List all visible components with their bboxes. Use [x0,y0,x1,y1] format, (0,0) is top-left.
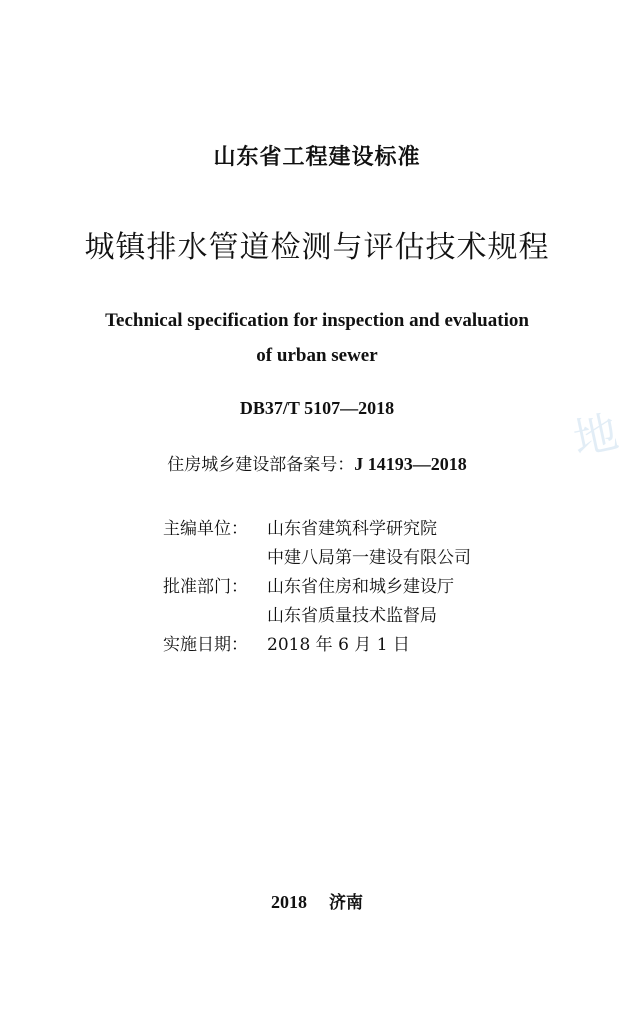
watermark-graphic [565,392,634,472]
info-label: 主编单位： [163,519,248,539]
info-label: 实施日期： [163,635,248,655]
info-value: 中建八局第一建设有限公司 [267,548,471,568]
info-row-approver [163,573,471,602]
document-title-english-line2: of urban sewer [256,345,378,366]
info-row-effective-date [163,631,471,660]
watermark-logo [565,392,634,472]
filing-number: J 14193—2018 [354,454,467,474]
info-row-editor [163,515,471,544]
footer-year: 2018 [271,892,307,912]
info-label [163,602,267,631]
standard-series-heading: 山东省工程建设标准 [213,145,421,170]
footer-city: 济南 [329,893,363,913]
publication-info [163,515,471,660]
info-label: 批准部门： [163,577,248,597]
info-value: 山东省建筑科学研究院 [267,519,437,539]
publication-footer [0,888,634,913]
info-value: 山东省住房和城乡建设厅 [267,577,454,597]
info-value: 2018 年 6 月 1 日 [267,635,410,655]
info-row-co-approver [163,602,471,631]
info-label [163,544,267,573]
info-row-co-editor [163,544,471,573]
document-title-chinese: 城镇排水管道检测与评估技术规程 [84,230,550,265]
info-value: 山东省质量技术监督局 [267,606,437,626]
filing-record [0,450,634,475]
document-title-english-line1: Technical specification for inspection and evaluation [105,310,529,331]
standard-code: DB37/T 5107—2018 [239,398,395,418]
watermark-glyph: 地 [568,406,623,466]
filing-label: 住房城乡建设部备案号： [167,455,355,475]
